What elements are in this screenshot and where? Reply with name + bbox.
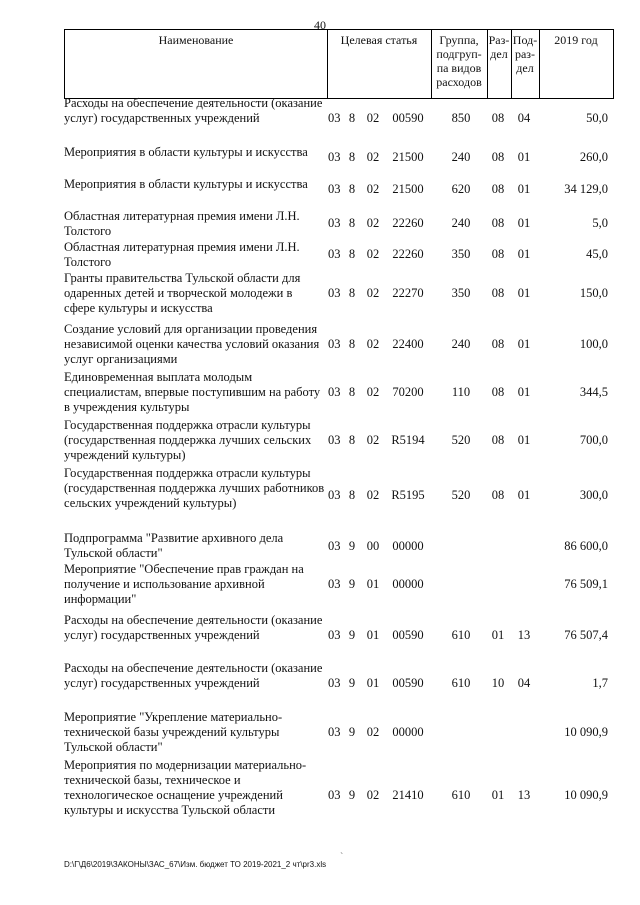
amount-2019: 344,5 xyxy=(579,385,608,399)
row-name: Расходы на обеспечение деятельности (оказание услуг) государственных учреждений xyxy=(64,661,323,690)
target-part-1: 03 xyxy=(328,247,341,261)
expense-group: 520 xyxy=(451,488,471,502)
header-group: Группа, подгруп- па видов расходов xyxy=(436,33,482,89)
amount-2019: 76 507,4 xyxy=(564,628,608,642)
target-part-3: 02 xyxy=(366,385,380,399)
target-part-4: 00000 xyxy=(392,577,424,591)
subsection: 01 xyxy=(517,216,531,230)
header-name: Наименование xyxy=(158,33,234,47)
subsection: 01 xyxy=(517,182,531,196)
amount-2019: 300,0 xyxy=(579,488,608,502)
section: 08 xyxy=(491,247,505,261)
target-part-1: 03 xyxy=(328,182,341,196)
target-part-4: 21500 xyxy=(392,182,424,196)
row-name: Областная литературная премия имени Л.Н. Толстого xyxy=(64,209,300,238)
section: 01 xyxy=(491,788,505,802)
section: 08 xyxy=(491,182,505,196)
row-name: Мероприятие "Укрепление материально-технической базы учреждений культуры Тульской области" xyxy=(64,710,283,754)
target-part-3: 02 xyxy=(366,111,380,125)
expense-group: 520 xyxy=(451,433,471,447)
subsection: 04 xyxy=(517,111,531,125)
target-part-4: 00000 xyxy=(392,725,424,739)
header-section: Раз- дел xyxy=(488,33,510,61)
target-part-2: 8 xyxy=(348,111,356,125)
target-part-4: R5195 xyxy=(391,488,425,502)
target-part-4: 00000 xyxy=(392,539,424,553)
amount-2019: 5,0 xyxy=(592,216,608,230)
row-name: Расходы на обеспечение деятельности (оказание услуг) государственных учреждений xyxy=(64,96,323,125)
amount-2019: 50,0 xyxy=(586,111,608,125)
target-part-3: 02 xyxy=(366,337,380,351)
amount-2019: 10 090,9 xyxy=(564,725,608,739)
target-part-3: 02 xyxy=(366,182,380,196)
amount-2019: 260,0 xyxy=(579,150,608,164)
target-part-4: 21410 xyxy=(392,788,424,802)
target-part-4: 70200 xyxy=(392,385,424,399)
target-part-4: 22260 xyxy=(392,247,424,261)
amount-2019: 45,0 xyxy=(586,247,608,261)
target-part-4: 21500 xyxy=(392,150,424,164)
row-name: Областная литературная премия имени Л.Н. Толстого xyxy=(64,240,300,269)
target-part-4: 22260 xyxy=(392,216,424,230)
target-part-3: 02 xyxy=(366,150,380,164)
section: 08 xyxy=(491,488,505,502)
target-part-3: 02 xyxy=(366,216,380,230)
target-part-4: 00590 xyxy=(392,111,424,125)
target-part-3: 01 xyxy=(366,628,380,642)
section: 08 xyxy=(491,337,505,351)
target-part-2: 8 xyxy=(348,488,356,502)
target-part-1: 03 xyxy=(328,337,341,351)
target-part-1: 03 xyxy=(328,488,341,502)
subsection: 01 xyxy=(517,488,531,502)
amount-2019: 700,0 xyxy=(579,433,608,447)
subsection: 01 xyxy=(517,286,531,300)
subsection: 01 xyxy=(517,385,531,399)
subsection: 01 xyxy=(517,337,531,351)
target-part-3: 01 xyxy=(366,577,380,591)
target-part-2: 8 xyxy=(348,182,356,196)
target-part-2: 9 xyxy=(348,577,356,591)
section: 08 xyxy=(491,111,505,125)
expense-group: 620 xyxy=(451,182,471,196)
row-name: Создание условий для организации проведения независимой оценки качества условий оказания услуг организациями xyxy=(64,322,320,366)
target-part-4: R5194 xyxy=(391,433,425,447)
expense-group: 610 xyxy=(451,628,471,642)
row-name: Мероприятия в области культуры и искусства xyxy=(64,177,308,191)
amount-2019: 10 090,9 xyxy=(564,788,608,802)
section: 10 xyxy=(491,676,505,690)
target-part-2: 9 xyxy=(348,788,356,802)
amount-2019: 1,7 xyxy=(592,676,608,690)
row-name: Единовременная выплата молодым специалистам, впервые поступившим на работу в учреждения культуры xyxy=(64,370,321,414)
target-part-1: 03 xyxy=(328,150,341,164)
expense-group: 850 xyxy=(451,111,471,125)
section: 08 xyxy=(491,216,505,230)
section: 01 xyxy=(491,628,505,642)
expense-group: 110 xyxy=(451,385,471,399)
target-part-1: 03 xyxy=(328,539,341,553)
section: 08 xyxy=(491,433,505,447)
amount-2019: 100,0 xyxy=(579,337,608,351)
target-part-4: 00590 xyxy=(392,628,424,642)
target-part-3: 01 xyxy=(366,676,380,690)
section: 08 xyxy=(491,286,505,300)
target-part-1: 03 xyxy=(328,788,341,802)
target-part-2: 9 xyxy=(348,676,356,690)
target-part-3: 02 xyxy=(366,488,380,502)
target-part-1: 03 xyxy=(328,676,341,690)
target-part-3: 00 xyxy=(366,539,380,553)
row-name: Мероприятия в области культуры и искусства xyxy=(64,145,308,159)
target-part-2: 8 xyxy=(348,385,356,399)
row-name: Расходы на обеспечение деятельности (оказание услуг) государственных учреждений xyxy=(64,613,323,642)
amount-2019: 34 129,0 xyxy=(564,182,608,196)
target-part-1: 03 xyxy=(328,286,341,300)
target-part-4: 00590 xyxy=(392,676,424,690)
header-year: 2019 год xyxy=(554,33,598,47)
target-part-4: 22270 xyxy=(392,286,424,300)
amount-2019: 86 600,0 xyxy=(564,539,608,553)
target-part-2: 8 xyxy=(348,286,356,300)
row-name: Гранты правительства Тульской области для одаренных детей и творческой молодежи в сфере культуры и искусства xyxy=(64,271,301,315)
target-part-2: 8 xyxy=(348,247,356,261)
subsection: 13 xyxy=(517,788,531,802)
amount-2019: 150,0 xyxy=(579,286,608,300)
expense-group: 240 xyxy=(451,216,471,230)
target-part-1: 03 xyxy=(328,577,341,591)
section: 08 xyxy=(491,385,505,399)
table-header xyxy=(64,29,614,99)
subsection: 01 xyxy=(517,150,531,164)
expense-group: 610 xyxy=(451,676,471,690)
subsection: 01 xyxy=(517,433,531,447)
expense-group: 240 xyxy=(451,337,471,351)
target-part-2: 8 xyxy=(348,433,356,447)
row-name: Мероприятие "Обеспечение прав граждан на получение и использование архивной информации" xyxy=(64,562,304,606)
subsection: 13 xyxy=(517,628,531,642)
target-part-3: 02 xyxy=(366,433,380,447)
target-part-2: 8 xyxy=(348,216,356,230)
file-path-footer: D:\Г\Д6\2019\ЗАКОНЫ\ЗАС_67\Изм. бюджет ТО 2019-2021_2 чт\pr3.xls xyxy=(64,860,327,869)
target-part-1: 03 xyxy=(328,628,341,642)
scan-mark: ` xyxy=(340,852,344,863)
expense-group: 350 xyxy=(451,247,471,261)
target-part-2: 8 xyxy=(348,337,356,351)
expense-group: 240 xyxy=(451,150,471,164)
target-part-1: 03 xyxy=(328,216,341,230)
target-part-4: 22400 xyxy=(392,337,424,351)
target-part-3: 02 xyxy=(366,788,380,802)
subsection: 01 xyxy=(517,247,531,261)
row-name: Государственная поддержка отрасли культуры (государственная поддержка лучших сельских учреждений культуры) xyxy=(64,418,312,462)
amount-2019: 76 509,1 xyxy=(564,577,608,591)
page-number: 40 xyxy=(314,18,326,32)
target-part-1: 03 xyxy=(328,111,341,125)
section: 08 xyxy=(491,150,505,164)
header-target: Целевая статья xyxy=(340,33,418,47)
header-subsection: Под- раз- дел xyxy=(512,33,538,75)
target-part-3: 02 xyxy=(366,247,380,261)
target-part-2: 9 xyxy=(348,539,356,553)
target-part-1: 03 xyxy=(328,433,341,447)
row-name: Мероприятия по модернизации материально-технической базы, техническое и технологическое оснащение учреждений культуры и искусства Тульской области xyxy=(64,758,307,817)
expense-group: 610 xyxy=(451,788,471,802)
target-part-3: 02 xyxy=(366,286,380,300)
target-part-1: 03 xyxy=(328,385,341,399)
target-part-2: 8 xyxy=(348,150,356,164)
row-name: Подпрограмма "Развитие архивного дела Тульской области" xyxy=(64,531,284,560)
target-part-2: 9 xyxy=(348,628,356,642)
row-name: Государственная поддержка отрасли культуры (государственная поддержка лучших работников сельских учреждений культуры) xyxy=(64,466,325,510)
subsection: 04 xyxy=(517,676,531,690)
target-part-2: 9 xyxy=(348,725,356,739)
target-part-3: 02 xyxy=(366,725,380,739)
expense-group: 350 xyxy=(451,286,471,300)
target-part-1: 03 xyxy=(328,725,341,739)
